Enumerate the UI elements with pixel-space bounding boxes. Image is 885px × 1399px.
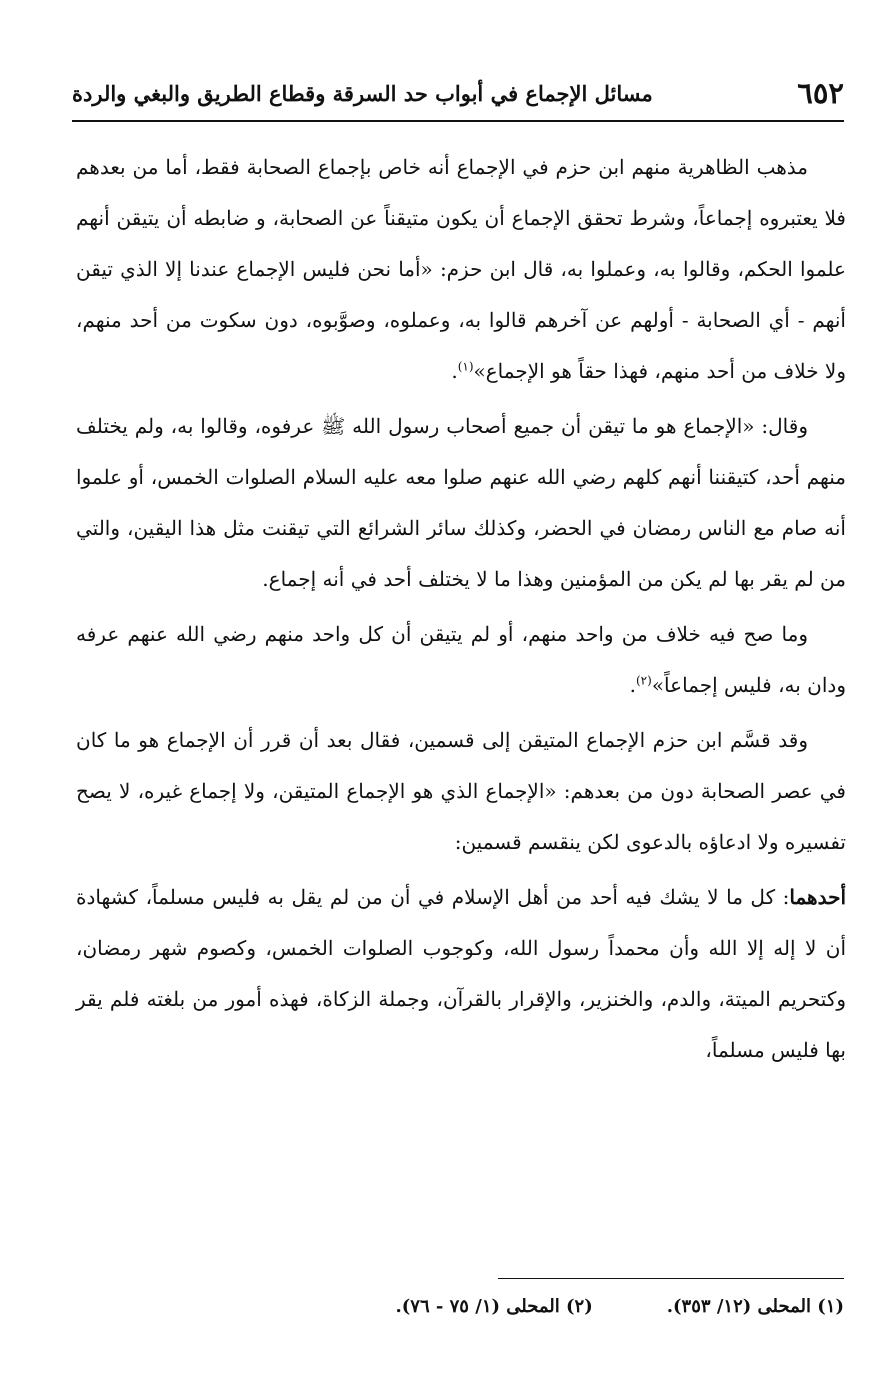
footnote-2: (٢) المحلى (١/ ٧٥ - ٧٦). [395, 1296, 593, 1317]
paragraph-4: وقد قسَّم ابن حزم الإجماع المتيقن إلى قسمين، فقال بعد أن قرر أن الإجماع هو ما كان في عصر الصحابة دون من بعدهم: «الإجماع الذي هو الإجماع المتيقن، ولا إجماع غيره، لا يصح تفسيره ولا ادعاؤه بالدعوى لكن ينقسم قسمين: [76, 728, 846, 854]
paragraph-5: أحدهما: كل ما لا يشك فيه أحد من أهل الإسلام في أن من لم يقل به فليس مسلماً، كشهادة أن لا إله إلا الله وأن محمداً رسول الله، وكوجوب الصلوات الخمس، وكصوم شهر رمضان، وكتحريم الميتة، والدم، والخنزير، والإقرار بالقرآن، وجملة الزكاة، فهذه أمور من بلغته فلم يقر بها فليس مسلماً، [76, 885, 846, 1062]
paragraph-2: وقال: «الإجماع هو ما تيقن أن جميع أصحاب رسول الله ﷺ عرفوه، وقالوا به، ولم يختلف منهم أحد، كتيقننا أنهم كلهم رضي الله عنهم صلوا معه عليه السلام الصلوات الخمس، أو علموا أنه صام مع الناس رمضان في الحضر، وكذلك سائر الشرائع التي تيقنت مثل هذا اليقين، والتي من لم يقر بها لم يكن من المؤمنين وهذا ما لا يختلف أحد في أنه إجماع. [76, 414, 846, 591]
footnote-marker-2: (٢) [635, 673, 652, 688]
footnote-rule [498, 1278, 844, 1279]
paragraph-3: وما صح فيه خلاف من واحد منهم، أو لم يتيقن أن كل واحد منهم رضي الله عنهم عرفه ودان به، فليس إجماعاً»$^{(٢)}$. [76, 622, 846, 697]
page-header [72, 70, 844, 116]
page-number: ٦٥٢ [797, 76, 844, 110]
paragraph-5-lead: أحدهما [789, 885, 846, 909]
paragraph-1: مذهب الظاهرية منهم ابن حزم في الإجماع أنه خاص بإجماع الصحابة فقط، أما من بعدهم فلا يعتبروه إجماعاً، وشرط تحقق الإجماع أن يكون متيقناً عن الصحابة، و ضابطه أن يتيقن أنهم علموا الحكم، وقالوا به، وعملوا به، قال ابن حزم: «أما نحن فليس الإجماع عندنا إلا الذي تيقن أنهم - أي الصحابة - أولهم عن آخرهم قالوا به، وعملوه، وصوَّبوه، دون سكوت من أحد منهم، ولا خلاف من أحد منهم، فهذا حقاً هو الإجماع»$^{(١)}$. [76, 155, 846, 383]
footnote-1: (١) المحلى (١٢/ ٣٥٣). [666, 1296, 844, 1317]
running-title: مسائل الإجماع في أبواب حد السرقة وقطاع الطريق والبغي والردة [72, 80, 653, 106]
header-rule [72, 120, 844, 122]
footnotes [160, 1296, 844, 1317]
footnote-marker-1: (١) [457, 359, 474, 374]
body-text [76, 142, 846, 1080]
